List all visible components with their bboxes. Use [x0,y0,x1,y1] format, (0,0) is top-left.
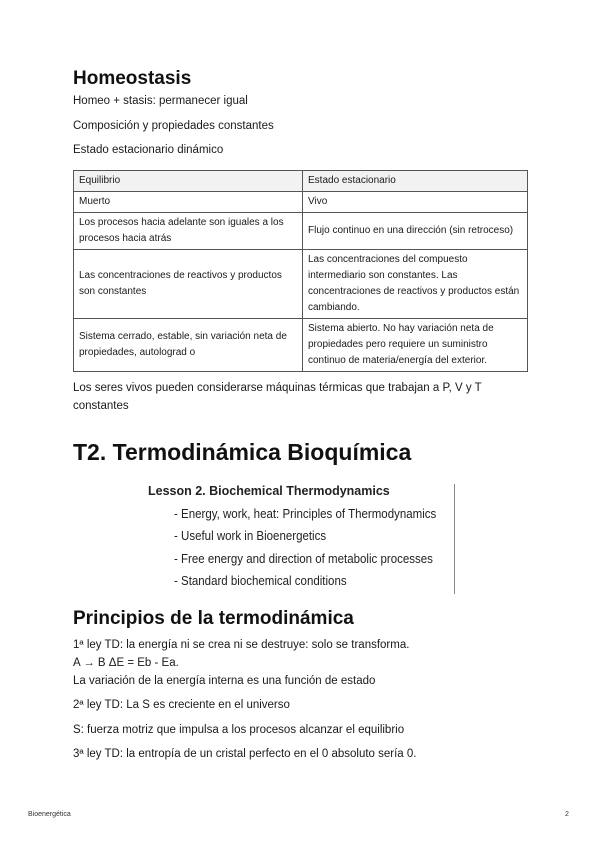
text-line: A → B ΔE = Eb - Ea. [73,657,179,669]
table-row [74,192,528,213]
table-cell: Muerto [74,192,303,213]
table-cell: Flujo continuo en una dirección (sin retroceso) [303,213,528,250]
text-line: Homeo + stasis: permanecer igual [73,95,248,107]
text-line: La variación de la energía interna es una función de estado [73,675,376,687]
table-row [74,250,528,319]
table-row [74,213,528,250]
table-header-row [74,171,528,192]
lesson-item: - Free energy and direction of metabolic processes [174,552,433,566]
text-line: Los seres vivos pueden considerarse máquinas térmicas que trabajan a P, V y T [73,382,482,394]
footer-title: Bioenergética [28,811,71,818]
table-cell: Las concentraciones del compuesto intermediario son constantes. Las concentraciones de reactivos y productos están cambiando. [303,250,528,319]
text-line: Composición y propiedades constantes [73,120,274,132]
table-cell: Las concentraciones de reactivos y productos son constantes [74,250,303,319]
text-line: S: fuerza motriz que impulsa a los procesos alcanzar el equilibrio [73,724,405,736]
comparison-table [73,170,528,372]
text-line: 2ª ley TD: La S es creciente en el universo [73,699,290,711]
text-line: constantes [73,400,129,412]
section-heading-t2: T2. Termodinámica Bioquímica [73,439,412,465]
table-header-cell: Equilibrio [74,171,303,192]
section-heading-homeostasis: Homeostasis [73,68,192,89]
table-cell: Vivo [303,192,528,213]
lesson-item: - Standard biochemical conditions [174,574,347,588]
lesson-title: Lesson 2. Biochemical Thermodynamics [148,484,390,498]
section-heading-principios: Principios de la termodinámica [73,608,354,629]
table-cell: Sistema cerrado, estable, sin variación neta de propiedades, autolograd o [74,319,303,372]
table-cell: Sistema abierto. No hay variación neta de propiedades pero requiere un suministro continuo de materia/energía del exterior. [303,319,528,372]
text-line: 1ª ley TD: la energía ni se crea ni se destruye: solo se transforma. [73,639,410,651]
lesson-item: - Useful work in Bioenergetics [174,529,327,543]
text-line: Estado estacionario dinámico [73,144,224,156]
lesson-slide-image [148,484,455,594]
page-number: 2 [565,811,569,818]
table-row [74,319,528,372]
table-header-cell: Estado estacionario [303,171,528,192]
lesson-item: - Energy, work, heat: Principles of Thermodynamics [174,507,437,521]
text-line: 3ª ley TD: la entropía de un cristal perfecto en el 0 absoluto sería 0. [73,748,417,760]
table-cell: Los procesos hacia adelante son iguales a los procesos hacia atrás [74,213,303,250]
